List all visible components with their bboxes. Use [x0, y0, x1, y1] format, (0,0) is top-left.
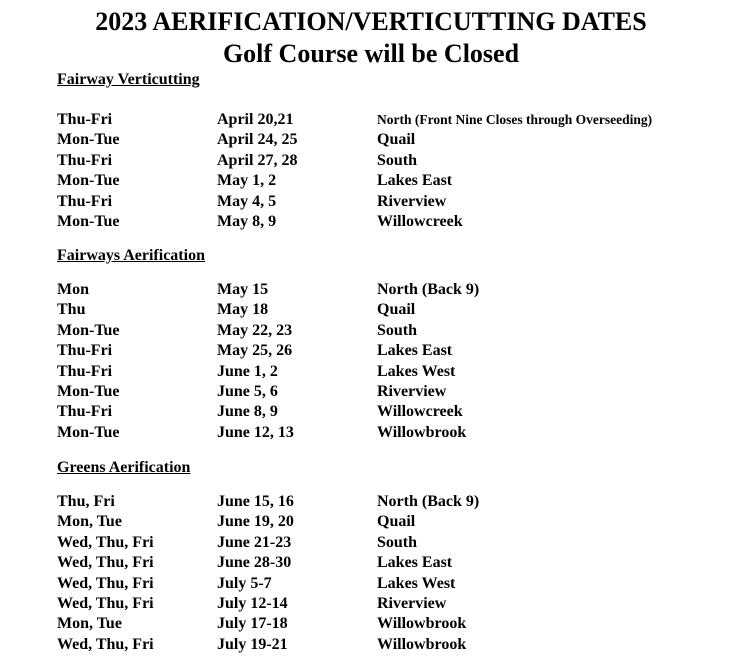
row-dates: May 8, 9	[217, 212, 277, 230]
row-course: South	[377, 533, 418, 551]
schedule-row	[57, 321, 737, 341]
row-days: Thu-Fri	[57, 151, 113, 169]
row-days: Wed, Thu, Fri	[57, 635, 154, 653]
row-dates: April 27, 28	[217, 151, 298, 169]
row-dates: May 22, 23	[217, 321, 293, 339]
schedule-row	[57, 171, 737, 191]
row-dates: June 1, 2	[217, 362, 278, 380]
section-heading-fairways-aerification: Fairways Aerification	[57, 247, 205, 264]
row-dates: June 15, 16	[217, 493, 294, 510]
row-dates: May 1, 2	[217, 172, 277, 190]
row-course: Riverview	[377, 192, 447, 210]
schedule-row	[57, 614, 737, 634]
row-days: Wed, Thu, Fri	[57, 574, 154, 592]
schedule-row	[57, 341, 737, 361]
schedule-row	[57, 280, 737, 300]
schedule-row	[57, 635, 737, 655]
row-days: Mon-Tue	[57, 321, 120, 339]
row-course: Willowcreek	[377, 403, 463, 421]
row-dates: April 20,21	[217, 111, 294, 128]
row-course: North (Front Nine Closes through Overseeding)	[377, 112, 653, 127]
row-days: Mon, Tue	[57, 615, 122, 633]
row-dates: June 19, 20	[217, 513, 294, 531]
row-dates: July 17-18	[217, 615, 288, 633]
row-days: Mon-Tue	[57, 382, 120, 400]
schedule-row	[57, 402, 737, 422]
row-course: Lakes East	[377, 172, 453, 190]
row-dates: May 18	[217, 301, 269, 319]
row-course: Lakes East	[377, 342, 453, 360]
row-dates: May 4, 5	[217, 192, 277, 210]
row-days: Mon-Tue	[57, 212, 120, 230]
schedule-row	[57, 110, 737, 130]
row-days: Wed, Thu, Fri	[57, 554, 154, 572]
row-course: Lakes West	[377, 574, 456, 592]
greens-aerification-rows	[57, 492, 737, 655]
schedule-row	[57, 423, 737, 443]
schedule-row	[57, 212, 737, 232]
section-heading-greens-aerification: Greens Aerification	[57, 459, 191, 476]
row-days: Thu, Fri	[57, 493, 115, 510]
row-dates: June 8, 9	[217, 403, 278, 421]
title-line-2: Golf Course will be Closed	[222, 39, 520, 68]
row-days: Thu-Fri	[57, 342, 113, 360]
schedule-row	[57, 553, 737, 573]
row-course: North (Back 9)	[377, 281, 480, 298]
row-days: Mon-Tue	[57, 172, 120, 190]
row-dates: May 25, 26	[217, 342, 293, 360]
row-course: Quail	[377, 301, 416, 319]
schedule-row	[57, 362, 737, 382]
fairways-aerification-rows	[57, 280, 737, 443]
row-course: Riverview	[377, 382, 447, 400]
row-course: Willowbrook	[377, 635, 467, 653]
row-days: Wed, Thu, Fri	[57, 594, 154, 612]
row-dates: June 28-30	[217, 554, 292, 572]
row-days: Thu-Fri	[57, 403, 113, 421]
row-course: Lakes West	[377, 362, 456, 380]
row-dates: May 15	[217, 281, 269, 298]
row-course: Lakes East	[377, 554, 453, 572]
schedule-row	[57, 151, 737, 171]
section-heading-fairway-verticutting: Fairway Verticutting	[57, 71, 200, 88]
row-dates: April 24, 25	[217, 131, 298, 149]
row-days: Mon-Tue	[57, 131, 120, 149]
fairway-verticutting-rows	[57, 110, 737, 232]
schedule-row	[57, 382, 737, 402]
schedule-row	[57, 594, 737, 614]
row-course: South	[377, 321, 418, 339]
row-days: Mon-Tue	[57, 423, 120, 441]
row-days: Thu-Fri	[57, 111, 113, 128]
schedule-row	[57, 533, 737, 553]
row-course: Quail	[377, 131, 416, 149]
row-course: Willowbrook	[377, 615, 467, 633]
schedule-row	[57, 512, 737, 532]
row-days: Thu-Fri	[57, 362, 113, 380]
row-dates: June 5, 6	[217, 382, 278, 400]
row-dates: June 21-23	[217, 533, 292, 551]
row-course: South	[377, 151, 418, 169]
schedule-row	[57, 574, 737, 594]
row-days: Thu	[57, 301, 86, 319]
row-course: Riverview	[377, 594, 447, 612]
schedule-row	[57, 492, 737, 512]
row-course: Willowcreek	[377, 212, 463, 230]
row-dates: June 12, 13	[217, 423, 294, 441]
row-days: Wed, Thu, Fri	[57, 533, 154, 551]
row-course: Quail	[377, 513, 416, 531]
title-line-1: 2023 AERIFICATION/VERTICUTTING DATES	[95, 7, 647, 36]
row-days: Mon	[57, 281, 89, 298]
schedule-row	[57, 192, 737, 212]
schedule-row	[57, 300, 737, 320]
row-course: Willowbrook	[377, 423, 467, 441]
schedule-row	[57, 130, 737, 150]
row-dates: July 12-14	[217, 594, 288, 612]
row-course: North (Back 9)	[377, 493, 480, 510]
row-dates: July 19-21	[217, 635, 288, 653]
row-days: Mon, Tue	[57, 513, 122, 531]
row-dates: July 5-7	[217, 574, 272, 592]
row-days: Thu-Fri	[57, 192, 113, 210]
